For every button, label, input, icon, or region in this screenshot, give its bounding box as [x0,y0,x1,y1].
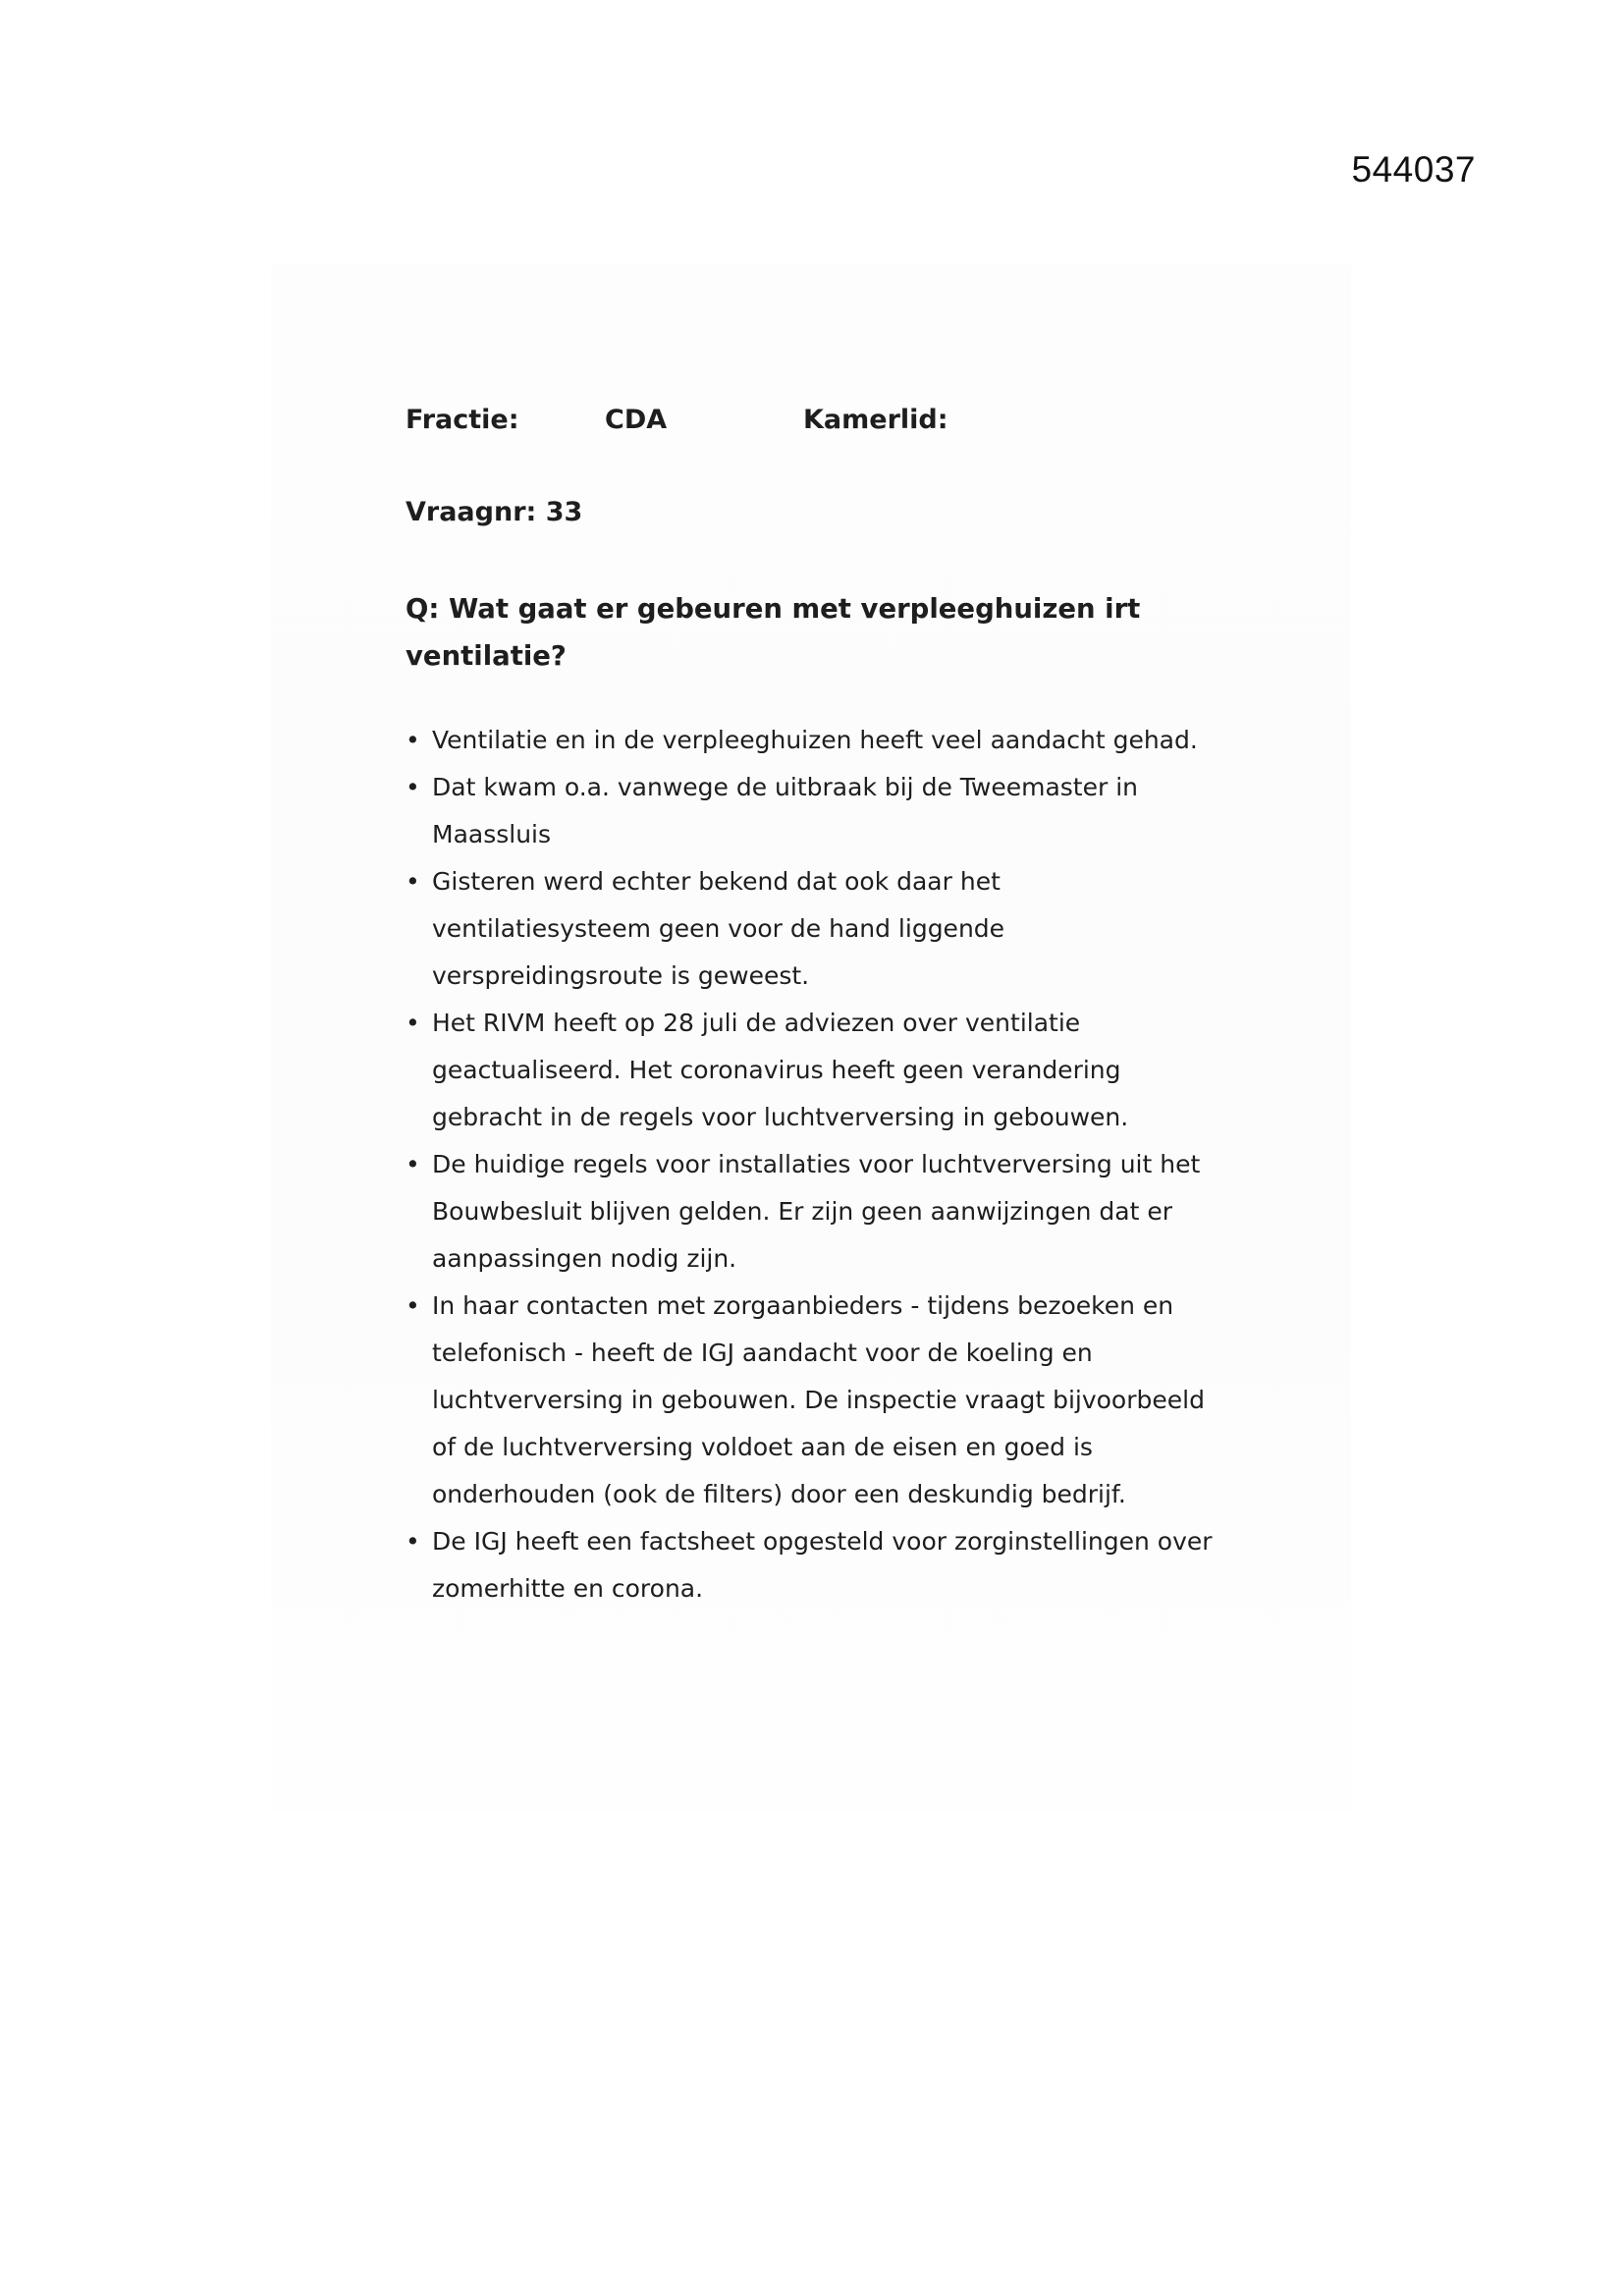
answer-item [406,1000,1250,1141]
bullet-icon: • [406,867,420,896]
question-number: Vraagnr: 33 [406,497,583,527]
answer-text: In haar contacten met zorgaanbieders - tijdens bezoeken en telefonisch - heeft de IGJ aandacht voor de koeling en luchtverversing in gebouwen. De inspectie vraagt bijvoorbeeld of de luchtverversing voldoet aan de eisen en goed is onderhouden (ook de filters) door een deskundig bedrijf. [432,1291,1205,1508]
fractie-label: Fractie: [406,405,519,435]
meta-row [406,401,1250,440]
answer-text: Gisteren werd echter bekend dat ook daar het ventilatiesysteem geen voor de hand liggende verspreidingsroute is geweest. [432,867,1005,990]
answer-list [406,717,1250,1613]
bullet-icon: • [406,1150,420,1178]
answer-text: Het RIVM heeft op 28 juli de adviezen over ventilatie geactualiseerd. Het coronavirus heeft geen verandering gebracht in de regels voor luchtverversing in gebouwen. [432,1009,1129,1131]
question-text: Q: Wat gaat er gebeuren met verpleeghuizen irt ventilatie? [406,593,1141,672]
answer-item [406,717,1250,764]
bullet-icon: • [406,1291,420,1320]
bullet-icon: • [406,1009,420,1037]
answer-text: Ventilatie en in de verpleeghuizen heeft veel aandacht gehad. [432,726,1198,754]
answer-item [406,1141,1250,1283]
answer-text: Dat kwam o.a. vanwege de uitbraak bij de Tweemaster in Maassluis [432,773,1139,848]
answer-item [406,858,1250,1000]
answer-text: De IGJ heeft een factsheet opgesteld voor zorginstellingen over zomerhitte en corona. [432,1527,1213,1603]
bullet-icon: • [406,726,420,754]
bullet-icon: • [406,773,420,801]
document-number: 544037 [1351,149,1476,190]
answer-item [406,1518,1250,1613]
answer-item [406,1283,1250,1518]
kamerlid-label: Kamerlid: [803,405,948,435]
answer-text: De huidige regels voor installaties voor luchtverversing uit het Bouwbesluit blijven gelden. Er zijn geen aanwijzingen dat er aanpassingen nodig zijn. [432,1150,1201,1273]
fractie-value: CDA [605,405,668,435]
answer-item [406,764,1250,858]
document-content [406,401,1250,1613]
bullet-icon: • [406,1527,420,1556]
